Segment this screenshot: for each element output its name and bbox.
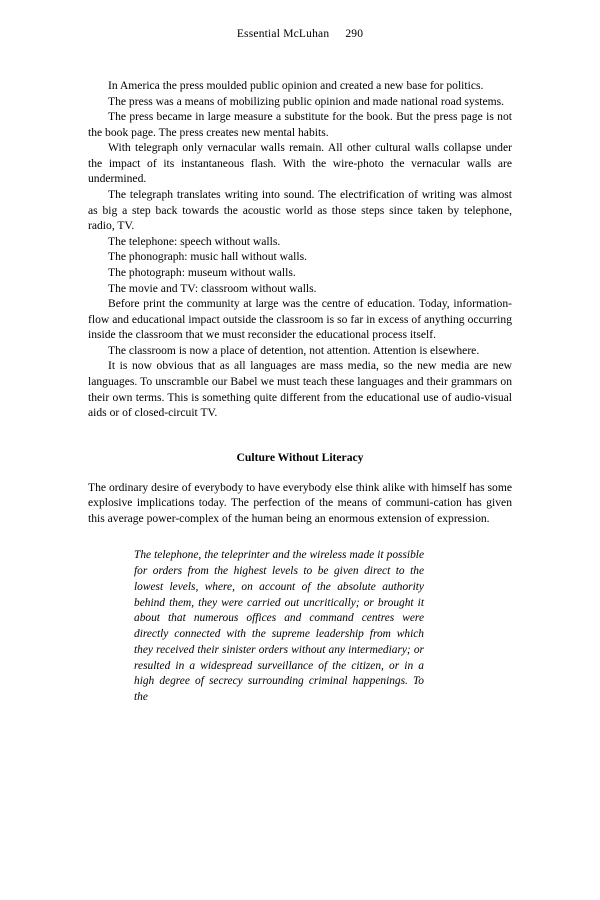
paragraph: In America the press moulded public opinion and created a new base for politics.	[108, 79, 484, 92]
paragraph: The press was a means of mobilizing public opinion and made national road systems.	[108, 94, 505, 108]
paragraph: The telegraph translates writing into sound. The electrification of writing was almost as big a step back towards the acoustic world as those steps since taken by telephone, radio, TV.	[88, 188, 512, 233]
body-text	[88, 78, 512, 421]
page-number: 290	[345, 28, 364, 40]
section-body	[88, 480, 512, 527]
paragraph: The classroom is now a place of detention, not attention. Attention is elsewhere.	[108, 343, 480, 357]
paragraph: The phonograph: music hall without walls.	[108, 250, 307, 264]
section-heading: Culture Without Literacy	[236, 450, 364, 464]
running-head-title: Essential McLuhan	[236, 28, 330, 40]
paragraph: Before print the community at large was the centre of education. Today, information-flow and educational impact outside the classroom is so far in excess of anything occurring inside the classroom that we must reconsider the educational process itself.	[88, 297, 512, 342]
running-head	[88, 28, 512, 40]
paragraph: The telephone: speech without walls.	[108, 234, 281, 248]
paragraph: With telegraph only vernacular walls remain. All other cultural walls collapse under the impact of its instantaneous flash. With the wire-photo the vernacular walls are undermined.	[88, 141, 512, 186]
block-quote	[134, 548, 424, 705]
paragraph: The ordinary desire of everybody to have everybody else think alike with himself has some explosive implications today. The perfection of the means of communi-cation has given this average power-complex of the human being an enormous extension of expression.	[88, 480, 512, 525]
paragraph: It is now obvious that as all languages are mass media, so the new media are new languages. To unscramble our Babel we must teach these languages and their grammars on their own terms. This is something quite different from the educational use of audio-visual aids or of closed-circuit TV.	[88, 359, 512, 420]
paragraph: The movie and TV: classroom without walls.	[108, 281, 317, 295]
paragraph: The press became in large measure a substitute for the book. But the press page is not the book page. The press creates new mental habits.	[88, 110, 512, 139]
paragraph: The photograph: museum without walls.	[108, 265, 296, 279]
block-quote-text: The telephone, the teleprinter and the wireless made it possible for orders from the highest levels to be given direct to the lowest levels, where, on account of the absolute authority behind them, they were carried out uncritically; or brought it about that numerous offices and command centres were directly connected with the supreme leadership from which they received their sinister orders without any intermediary; or resulted in a widespread surveillance of the citizen, or in a high degree of secrecy surrounding criminal happenings. To the	[134, 549, 424, 704]
